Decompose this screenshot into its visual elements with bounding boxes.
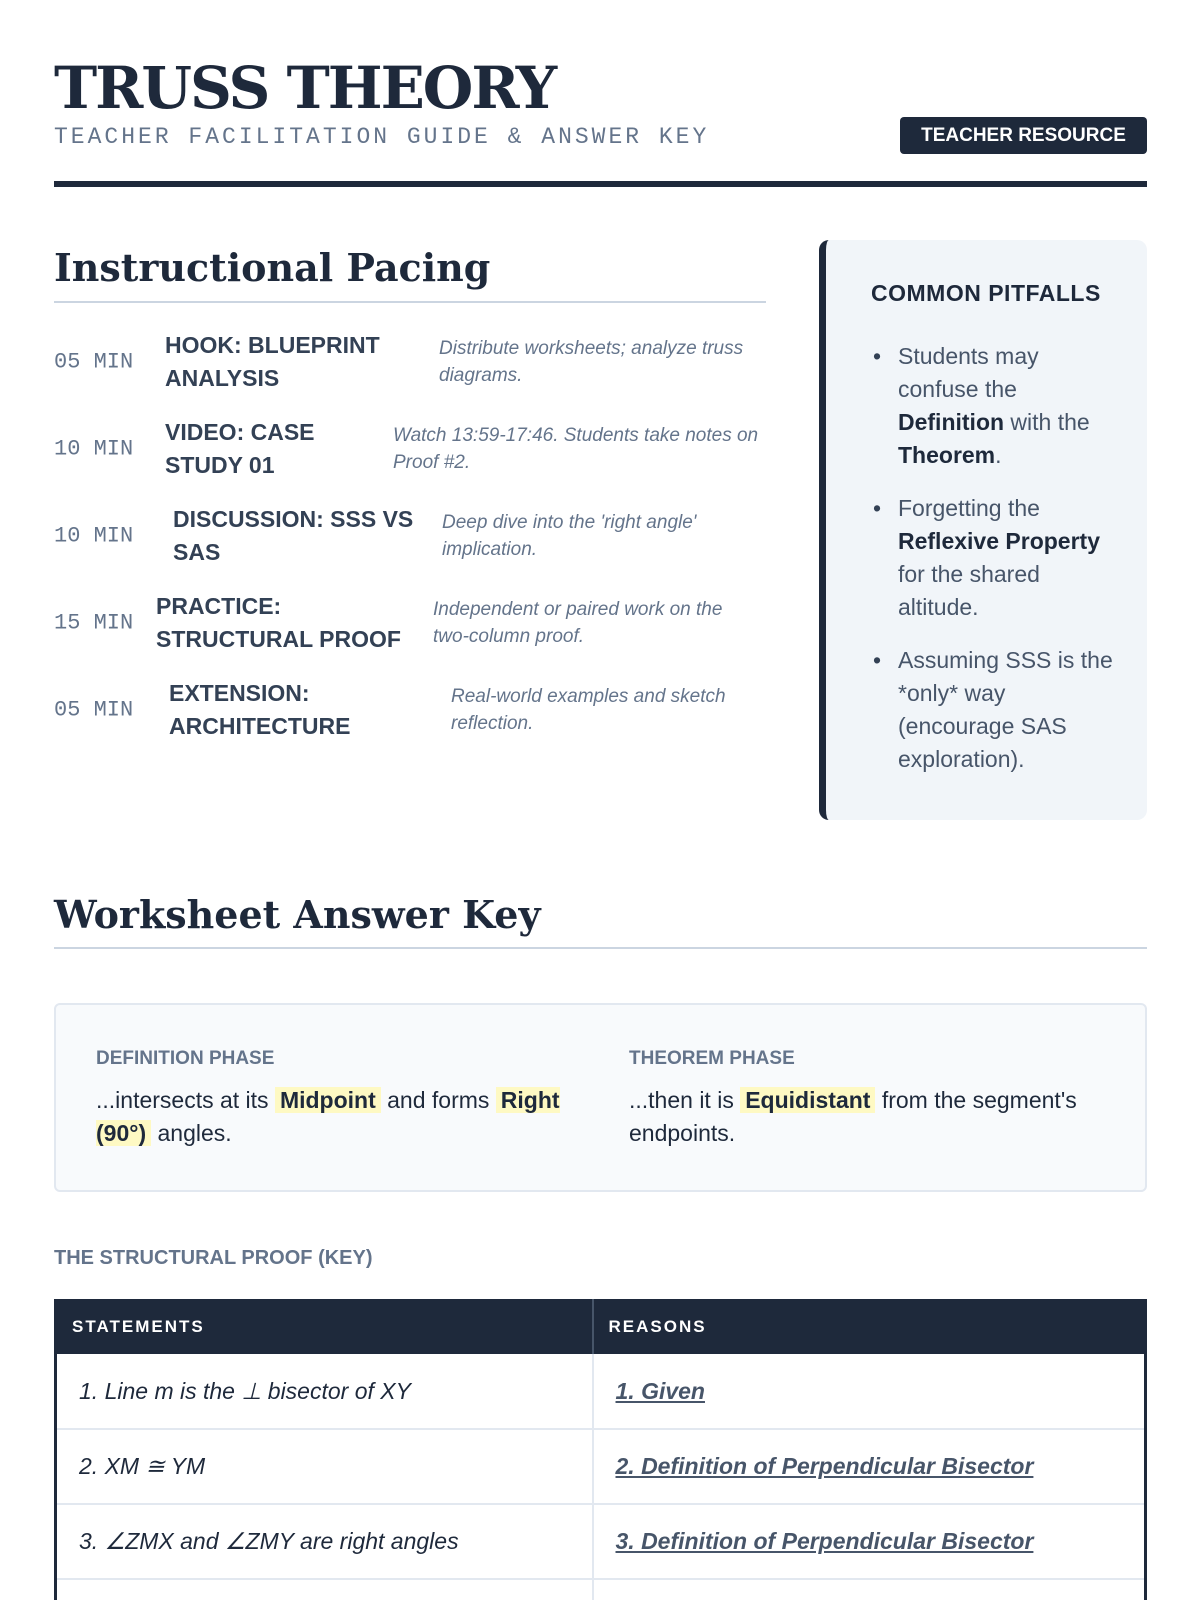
statements-header: STATEMENTS [56,1299,593,1354]
proof-reason [593,1429,1146,1504]
answer-key-title: Worksheet Answer Key [54,892,541,937]
pitfalls-list [871,340,1121,796]
pacing-activity: VIDEO: CASE STUDY 01 [165,419,315,478]
pacing-time: 05 MIN [54,697,134,723]
doc-subtitle: TEACHER FACILITATION GUIDE & ANSWER KEY [54,124,710,150]
teacher-resource-badge: TEACHER RESOURCE [900,117,1147,154]
proof-reason [593,1354,1146,1429]
doc-title: TRUSS THEORY [54,54,556,122]
header [54,55,1147,187]
proof-statement [56,1579,593,1600]
proof-title: THE STRUCTURAL PROOF (KEY) [54,1247,373,1269]
proof-statement: 1. Line m is the ⊥ bisector of XY [56,1354,593,1429]
proof-header-row [56,1299,1146,1354]
theorem-phase-label: THEOREM PHASE [629,1048,795,1069]
proof-reason [593,1579,1146,1600]
highlighted-answer: Right (90°) [96,1087,560,1146]
pacing-row [54,415,766,483]
answer-key-divider [54,947,1147,949]
proof-reason-text: 1. Given [615,1377,705,1404]
definition-phase-text: ...intersects at its Midpoint and forms Right (90°) angles. [96,1087,560,1146]
proof-reason [593,1504,1146,1579]
pacing-row [54,328,766,396]
pacing-time: 15 MIN [54,610,134,636]
pacing-time: 10 MIN [54,523,134,549]
pacing-activity: DISCUSSION: SSS VS SAS [173,506,414,565]
highlighted-answer: Midpoint [275,1087,381,1113]
reasons-header: REASONS [593,1299,1146,1354]
pacing-time: 10 MIN [54,436,134,462]
proof-statement: 3. ∠ZMX and ∠ZMY are right angles [56,1504,593,1579]
theorem-phase-text: ...then it is Equidistant from the segment's endpoints. [629,1087,1077,1146]
pacing-note: Watch 13:59-17:46. Students take notes on Proof #2. [393,425,759,473]
pacing-time: 05 MIN [54,349,134,375]
phase-answers-box [54,1003,1147,1192]
pacing-title: Instructional Pacing [54,245,491,290]
table-row [56,1579,1146,1600]
table-row [56,1429,1146,1504]
pacing-note: Real-world examples and sketch reflection. [451,686,726,734]
pitfall-item: • Assuming SSS is the *only* way (encourage SAS exploration). [871,644,1121,776]
pacing-activity: HOOK: BLUEPRINT ANALYSIS [165,332,380,391]
table-row [56,1354,1146,1429]
pacing-note: Deep dive into the 'right angle' implication. [442,512,697,560]
pacing-activity: PRACTICE: STRUCTURAL PROOF [156,593,401,652]
pacing-divider [54,301,766,303]
definition-phase-label: DEFINITION PHASE [96,1048,275,1069]
pitfalls-title: COMMON PITFALLS [871,280,1101,306]
pacing-row [54,502,766,570]
proof-statement: 2. XM ≅ YM [56,1429,593,1504]
pacing-note: Independent or paired work on the two-column proof. [433,599,723,647]
proof-table [54,1299,1147,1600]
pacing-activity: EXTENSION: ARCHITECTURE [169,680,351,739]
proof-reason-text: 2. Definition of Perpendicular Bisector [615,1453,1034,1479]
proof-reason-text: 3. Definition of Perpendicular Bisector [615,1528,1034,1554]
highlighted-answer: Equidistant [740,1087,875,1113]
pacing-row [54,589,766,657]
pacing-row [54,676,766,744]
table-row [56,1504,1146,1579]
pacing-note: Distribute worksheets; analyze truss diagrams. [439,338,744,386]
pitfall-item: • Students may confuse the Definition with the Theorem. [871,340,1121,472]
common-pitfalls-panel [819,240,1147,820]
pitfall-item: • Forgetting the Reflexive Property for the shared altitude. [871,492,1121,624]
